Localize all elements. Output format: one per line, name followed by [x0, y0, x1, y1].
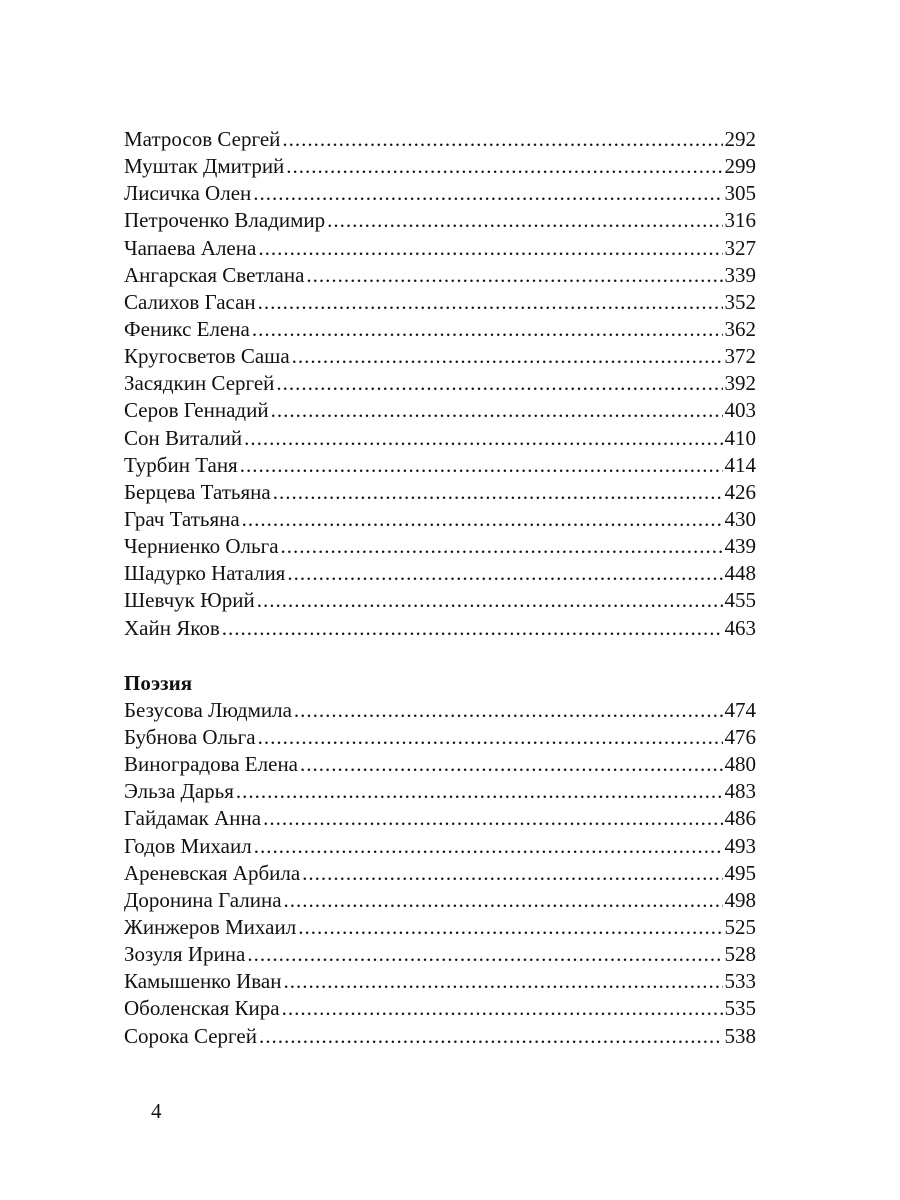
- toc-entry: [124, 1023, 756, 1050]
- toc-dot-leader: [242, 506, 723, 533]
- toc-dot-leader: [244, 425, 722, 452]
- page-number: 4: [151, 1099, 162, 1123]
- toc-entry-page-number: 426: [724, 479, 756, 504]
- toc-entry-author: Турбин Таня: [124, 452, 238, 479]
- toc-entry: [124, 343, 756, 370]
- toc-entry-author: Ангарская Светлана: [124, 262, 304, 289]
- toc-entry-author: Шевчук Юрий: [124, 587, 255, 614]
- toc-dot-leader: [258, 724, 723, 751]
- toc-entry: [124, 805, 756, 832]
- toc-dot-leader: [252, 316, 723, 343]
- toc-entry-author: Феникс Елена: [124, 316, 250, 343]
- toc-entry-page-number: 410: [724, 425, 756, 450]
- toc-entry: [124, 397, 756, 424]
- toc-entry-page-number: 480: [724, 752, 756, 777]
- toc-entry-author: Жинжеров Михаил: [124, 914, 296, 941]
- toc-dot-leader: [271, 397, 723, 424]
- toc-entry-author: Петроченко Владимир: [124, 207, 325, 234]
- toc-entry-page-number: 327: [724, 235, 756, 260]
- toc-entry: [124, 153, 756, 180]
- toc-entry-author: Безусова Людмила: [124, 697, 292, 724]
- toc-entry-page-number: 525: [724, 914, 756, 939]
- toc-section-prose: [124, 126, 756, 642]
- toc-entry: [124, 235, 756, 262]
- toc-entry-page-number: 533: [724, 969, 756, 994]
- toc-dot-leader: [253, 180, 722, 207]
- toc-entry-author: Сон Виталий: [124, 425, 242, 452]
- toc-dot-leader: [294, 697, 723, 724]
- toc-dot-leader: [247, 941, 722, 968]
- toc-entry-page-number: 352: [724, 289, 756, 314]
- toc-dot-leader: [300, 751, 723, 778]
- toc-entry-page-number: 448: [724, 561, 756, 586]
- toc-entry: [124, 207, 756, 234]
- toc-dot-leader: [276, 370, 722, 397]
- toc-entry-page-number: 292: [724, 127, 756, 151]
- toc-entry-page-number: 528: [724, 942, 756, 967]
- toc-entry-author: Берцева Татьяна: [124, 479, 271, 506]
- toc-entry: [124, 506, 756, 533]
- toc-entry: [124, 887, 756, 914]
- toc-entry-author: Гайдамак Анна: [124, 805, 261, 832]
- toc-entry: [124, 833, 756, 860]
- toc-dot-leader: [258, 289, 723, 316]
- toc-dot-leader: [284, 887, 723, 914]
- toc-entry: [124, 560, 756, 587]
- toc-dot-leader: [259, 1023, 723, 1050]
- toc-entry-author: Шадурко Наталия: [124, 560, 285, 587]
- toc-entry: [124, 941, 756, 968]
- toc-entry-page-number: 430: [724, 506, 756, 531]
- toc-entry-author: Салихов Гасан: [124, 289, 256, 316]
- toc-entry-page-number: 305: [724, 181, 756, 206]
- toc-entry-page-number: 483: [724, 779, 756, 804]
- toc-entry-page-number: 493: [724, 833, 756, 858]
- toc-entry-page-number: 403: [724, 398, 756, 423]
- toc-dot-leader: [282, 995, 723, 1022]
- toc-entry-author: Серов Геннадий: [124, 397, 269, 424]
- toc-entry-author: Эльза Дарья: [124, 778, 234, 805]
- toc-entry-page-number: 476: [724, 724, 756, 749]
- toc-entry-author: Засядкин Сергей: [124, 370, 274, 397]
- toc-dot-leader: [257, 587, 723, 614]
- toc-entry-author: Виноградова Елена: [124, 751, 298, 778]
- toc-entry: [124, 968, 756, 995]
- toc-dot-leader: [292, 343, 723, 370]
- toc-entry-page-number: 498: [724, 887, 756, 912]
- toc-entry-page-number: 372: [724, 344, 756, 369]
- toc-entry: [124, 425, 756, 452]
- toc-entry-author: Муштак Дмитрий: [124, 153, 284, 180]
- toc-entry: [124, 778, 756, 805]
- toc-dot-leader: [222, 615, 723, 642]
- toc-entry: [124, 316, 756, 343]
- toc-entry-page-number: 535: [724, 996, 756, 1021]
- toc-entry: [124, 126, 756, 153]
- toc-entry-page-number: 316: [724, 208, 756, 233]
- toc-entry: [124, 751, 756, 778]
- toc-dot-leader: [240, 452, 723, 479]
- toc-entry: [124, 479, 756, 506]
- toc-entry-author: Чапаева Алена: [124, 235, 256, 262]
- toc-entry: [124, 180, 756, 207]
- toc-entry-page-number: 299: [724, 154, 756, 179]
- toc-entry-author: Зозуля Ирина: [124, 941, 245, 968]
- toc-entry-page-number: 474: [724, 697, 756, 722]
- toc-entry-page-number: 439: [724, 534, 756, 559]
- toc-entry: [124, 370, 756, 397]
- toc-entry-page-number: 414: [724, 452, 756, 477]
- toc-entry: [124, 587, 756, 614]
- section-title-poetry: Поэзия: [124, 670, 193, 695]
- toc-entry-page-number: 392: [724, 371, 756, 396]
- toc-entry: [124, 995, 756, 1022]
- toc-entry-author: Доронина Галина: [124, 887, 282, 914]
- toc-dot-leader: [236, 778, 723, 805]
- toc-entry-author: Камышенко Иван: [124, 968, 281, 995]
- toc-dot-leader: [281, 533, 723, 560]
- toc-dot-leader: [283, 968, 722, 995]
- toc-entry: [124, 697, 756, 724]
- toc-dot-leader: [298, 914, 722, 941]
- toc-section-poetry: [124, 697, 756, 1050]
- toc-entry-author: Матросов Сергей: [124, 126, 280, 153]
- toc-entry: [124, 533, 756, 560]
- toc-entry-author: Бубнова Ольга: [124, 724, 256, 751]
- section-gap: [124, 642, 756, 670]
- toc-entry-author: Сорока Сергей: [124, 1023, 257, 1050]
- toc-dot-leader: [306, 262, 722, 289]
- toc-entry: [124, 452, 756, 479]
- toc-entry: [124, 262, 756, 289]
- toc-dot-leader: [254, 833, 723, 860]
- toc-dot-leader: [258, 235, 722, 262]
- toc-entry: [124, 914, 756, 941]
- toc-entry: [124, 860, 756, 887]
- toc-entry-author: Грач Татьяна: [124, 506, 240, 533]
- toc-entry-page-number: 538: [724, 1023, 756, 1048]
- toc-entry: [124, 724, 756, 751]
- toc-entry-author: Ареневская Арбила: [124, 860, 300, 887]
- toc-entry-page-number: 455: [724, 588, 756, 613]
- toc-entry-page-number: 362: [724, 316, 756, 341]
- toc-dot-leader: [282, 126, 722, 153]
- toc-dot-leader: [287, 560, 722, 587]
- toc-dot-leader: [302, 860, 722, 887]
- toc-entry-page-number: 495: [724, 860, 756, 885]
- toc-entry: [124, 615, 756, 642]
- toc-entry-author: Годов Михаил: [124, 833, 252, 860]
- toc-entry-author: Черниенко Ольга: [124, 533, 279, 560]
- toc-dot-leader: [263, 805, 722, 832]
- toc-entry-page-number: 339: [724, 262, 756, 287]
- toc-entry-author: Лисичка Олен: [124, 180, 251, 207]
- toc-dot-leader: [327, 207, 722, 234]
- toc-entry-page-number: 486: [724, 806, 756, 831]
- table-of-contents: [124, 126, 756, 1050]
- toc-dot-leader: [273, 479, 723, 506]
- toc-dot-leader: [286, 153, 722, 180]
- toc-entry-author: Кругосветов Саша: [124, 343, 290, 370]
- toc-entry-author: Оболенская Кира: [124, 995, 280, 1022]
- toc-entry-author: Хайн Яков: [124, 615, 220, 642]
- toc-entry-page-number: 463: [724, 615, 756, 640]
- toc-entry: [124, 289, 756, 316]
